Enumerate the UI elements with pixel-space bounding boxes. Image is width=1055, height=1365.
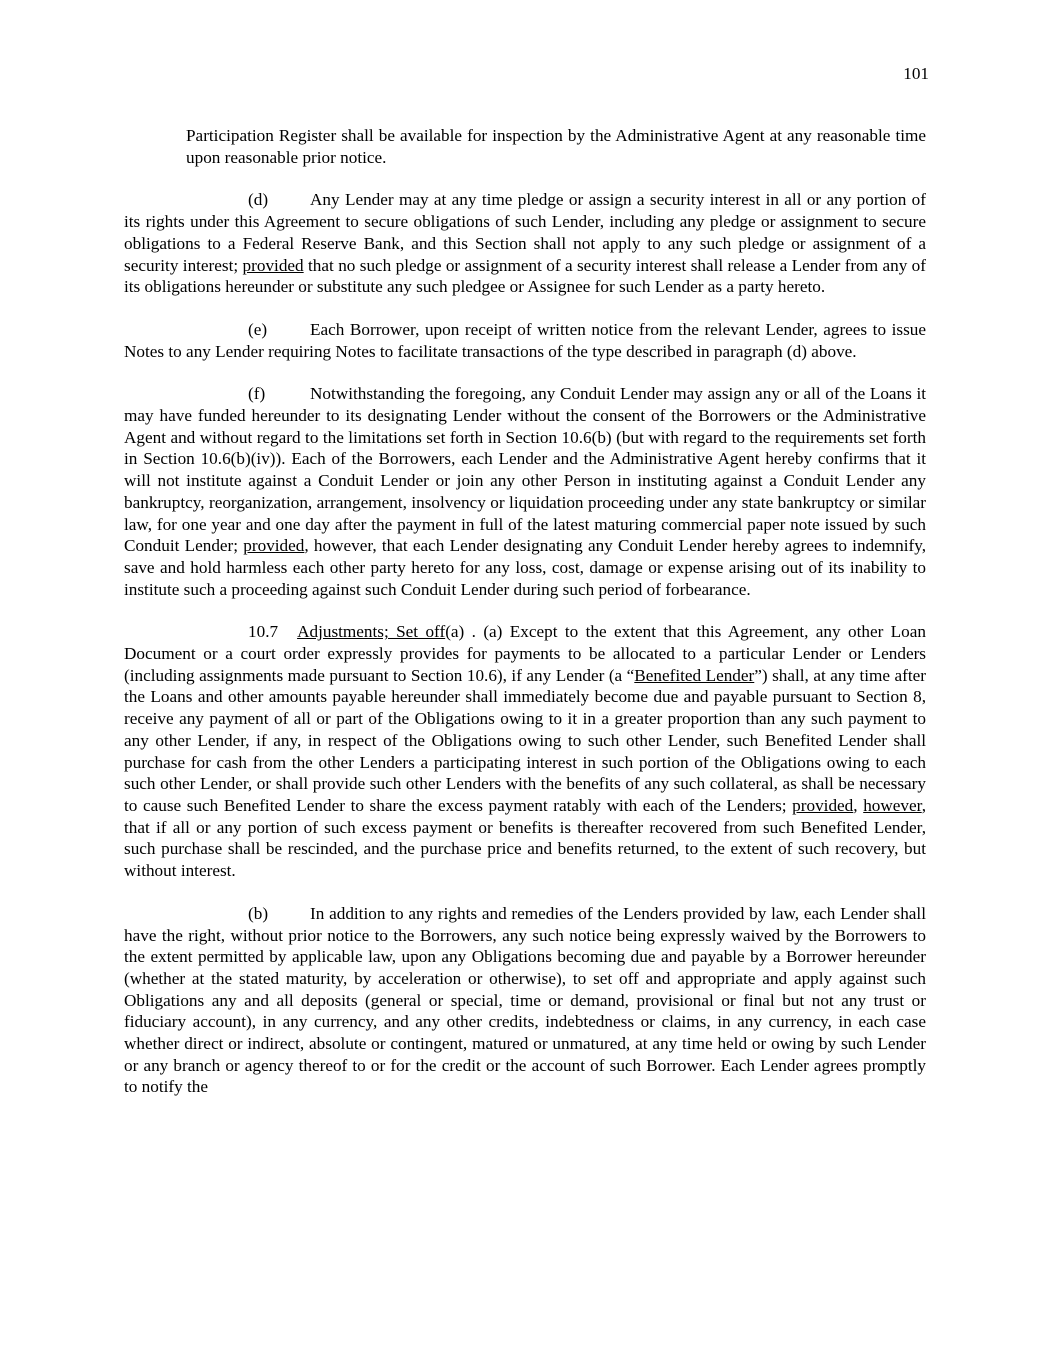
paragraph-lead <box>248 319 310 341</box>
defined-term-provided: provided <box>792 795 854 815</box>
paragraph-label: (e) <box>248 319 268 339</box>
paragraph-e <box>124 319 926 362</box>
page-number: 101 <box>903 64 929 83</box>
section-number: 10.7 <box>248 622 279 642</box>
paragraph-lead <box>248 383 310 405</box>
paragraph-text: Notwithstanding the foregoing, any Conduit Lender may assign any or all of the Loans it may have funded hereunder to its designating Lender without the consent of the Borrowers or the Administrative Agent and without regard to the limitations set forth in Section 10.6(b) (but with regard to the requirements set forth in Section 10.6(b)(iv)). Each of the Borrowers, each Lender and the Administrative Agent hereby confirms that it will not institute against a Conduit Lender or join any other Person in instituting against a Conduit Lender any bankruptcy, reorganization, arrangement, insolvency or liquidation proceeding under any state bankruptcy or similar law, for one year and one day after the payment in full of the latest maturing commercial paper note issued by such Conduit Lender; <box>124 384 926 556</box>
section-lead <box>248 621 278 643</box>
paragraph-text: that no such pledge or assignment of a security interest shall release a Lender from any of its obligations hereunder or substitute any such pledgee or Assignee for such Lender as a party hereto. <box>124 255 926 297</box>
defined-term-provided: provided <box>243 536 305 556</box>
paragraph-label: (d) <box>248 190 269 210</box>
paragraph-text: Participation Register shall be available for inspection by the Administrative Agent at any reasonable time upon reasonable prior notice. <box>186 126 926 167</box>
paragraph-label: (f) <box>248 384 266 404</box>
paragraph-text: ”) shall, at any time after the Loans and other amounts payable hereunder shall immediately become due and payable pursuant to Section 8, receive any payment of all or part of the Obligations owing to it in a greater proportion than any such payment to any other Lender, if any, in respect of the Obligations owing to such other Lender, such Benefited Lender shall purchase for cash from the other Lenders a participating interest in such portion of the Obligations owing to each such other Lender, or shall provide such other Lenders with the benefits of any such collateral, as shall be necessary to cause such Benefited Lender to share the excess payment ratably with each of the Lenders; <box>124 665 927 815</box>
defined-term-provided: provided <box>242 255 304 275</box>
section-heading: Adjustments; Set off <box>297 622 446 642</box>
paragraph-d <box>124 189 926 298</box>
paragraph-lead <box>248 903 310 925</box>
paragraph-text: , that if all or any portion of such excess payment or benefits is thereafter recovered from such Benefited Lender, such purchase shall be rescinded, and the purchase price and benefits returned, to the extent of such recovery, but without interest. <box>124 795 926 881</box>
paragraph-participation-register <box>186 125 926 168</box>
paragraph-f <box>124 383 926 600</box>
paragraph-b <box>124 903 926 1098</box>
defined-term-benefited-lender: Benefited Lender <box>634 665 755 685</box>
defined-term-however: however <box>863 795 922 815</box>
paragraph-text: In addition to any rights and remedies of the Lenders provided by law, each Lender shall have the right, without prior notice to the Borrowers, any such notice being expressly waived by the Borrowers to the extent permitted by applicable law, upon any Obligations becoming due and payable by a Borrower hereunder (whether at the stated maturity, by acceleration or otherwise), to set off and appropriate and apply against such Obligations any and all deposits (general or special, time or demand, provisional or final but not any trust or fiduciary account), in any currency, and any other credits, indebtedness or claims, in any currency, in each case whether direct or indirect, absolute or contingent, matured or unmatured, at any time held or owing by such Lender or any branch or agency thereof to or for the credit or the account of such Borrower. Each Lender agrees promptly to notify the <box>124 903 926 1097</box>
paragraph-label: (b) <box>248 903 269 923</box>
paragraph-text: (a) . (a) Except to the extent that this Agreement, any other Loan Document or a court order expressly provides for payments to be allocated to a particular Lender or Lenders (including assignments made pursuant to Section 10.6), if any Lender (a “ <box>124 622 926 685</box>
document-body <box>124 125 926 1119</box>
paragraph-text: Any Lender may at any time pledge or assign a security interest in all or any portion of its rights under this Agreement to secure obligations of such Lender, including any pledge or assignment to secure obligations to a Federal Reserve Bank, and this Section shall not apply to any such pledge or assignment of a security interest; <box>124 190 926 275</box>
section-10-7 <box>124 621 926 881</box>
paragraph-text: Each Borrower, upon receipt of written notice from the relevant Lender, agrees to issue Notes to any Lender requiring Notes to facilitate transactions of the type described in paragraph (d) above. <box>124 319 926 361</box>
paragraph-text: , however, that each Lender designating any Conduit Lender hereby agrees to indemnify, save and hold harmless each other party hereto for any loss, cost, damage or expense arising out of its inability to institute such a proceeding against such Conduit Lender during such period of forbearance. <box>124 536 926 599</box>
paragraph-lead <box>248 189 310 211</box>
comma: , <box>853 795 864 815</box>
